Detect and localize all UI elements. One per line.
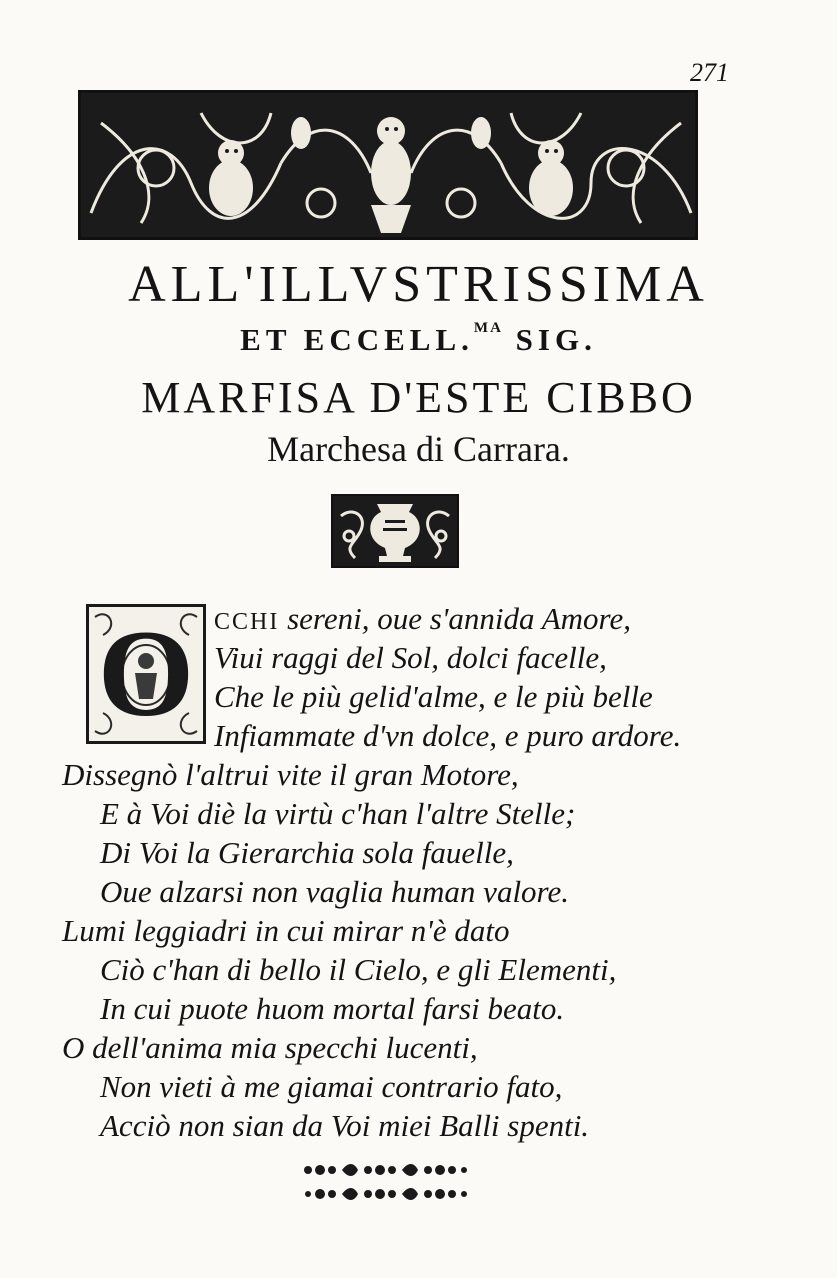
dedication-line-2 (0, 322, 837, 358)
poem-line-5: Dissegnò l'altrui vite il gran Motore, (62, 757, 519, 792)
dedication-line-2-end: SIG. (502, 322, 597, 357)
poem-line-3: Che le più gelid'alme, e le più belle (214, 679, 653, 714)
poem-line-12: O dell'anima mia specchi lucenti, (62, 1030, 478, 1065)
poem-line-8: Oue alzarsi non vaglia human valore. (100, 874, 569, 909)
page-number: 271 (690, 58, 729, 87)
vase-ornament-icon (331, 494, 459, 568)
poem-line-1-rest: sereni, oue s'annida Amore, (279, 601, 631, 636)
ornamental-headpiece-cherubs-icon (78, 90, 698, 240)
dedication-line-1: ALL'ILLVSTRISSIMA (128, 256, 709, 313)
poem-line-13: Non vieti à me giamai contrario fato, (100, 1069, 563, 1104)
poem-line-2: Viui raggi del Sol, dolci facelle, (214, 640, 607, 675)
dedication-line-2-superscript: MA (473, 320, 503, 336)
poem-line-4: Infiammate d'vn dolce, e puro ardore. (214, 718, 682, 753)
poem-line-7: Di Voi la Gierarchia sola fauelle, (100, 835, 514, 870)
dedication-line-2-main: ET ECCELL. (240, 322, 474, 357)
dedication-line-4: Marchesa di Carrara. (267, 429, 570, 469)
dedication-line-3: MARFISA D'ESTE CIBBO (141, 373, 696, 422)
decorated-initial-icon (86, 604, 206, 744)
poem-line-11: In cui puote huom mortal farsi beato. (100, 991, 565, 1026)
poem-line-9: Lumi leggiadri in cui mirar n'è dato (62, 913, 510, 948)
poem-line-14: Acciò non sian da Voi miei Balli spenti. (100, 1108, 590, 1143)
poem-line-1-caps: CCHI (214, 609, 280, 635)
poem-line-10: Ciò c'han di bello il Cielo, e gli Elementi, (100, 952, 617, 987)
poem-line-1 (214, 601, 631, 637)
poem-line-6: E à Voi diè la virtù c'han l'altre Stelle; (100, 796, 576, 831)
initial-letter: O (97, 605, 195, 742)
